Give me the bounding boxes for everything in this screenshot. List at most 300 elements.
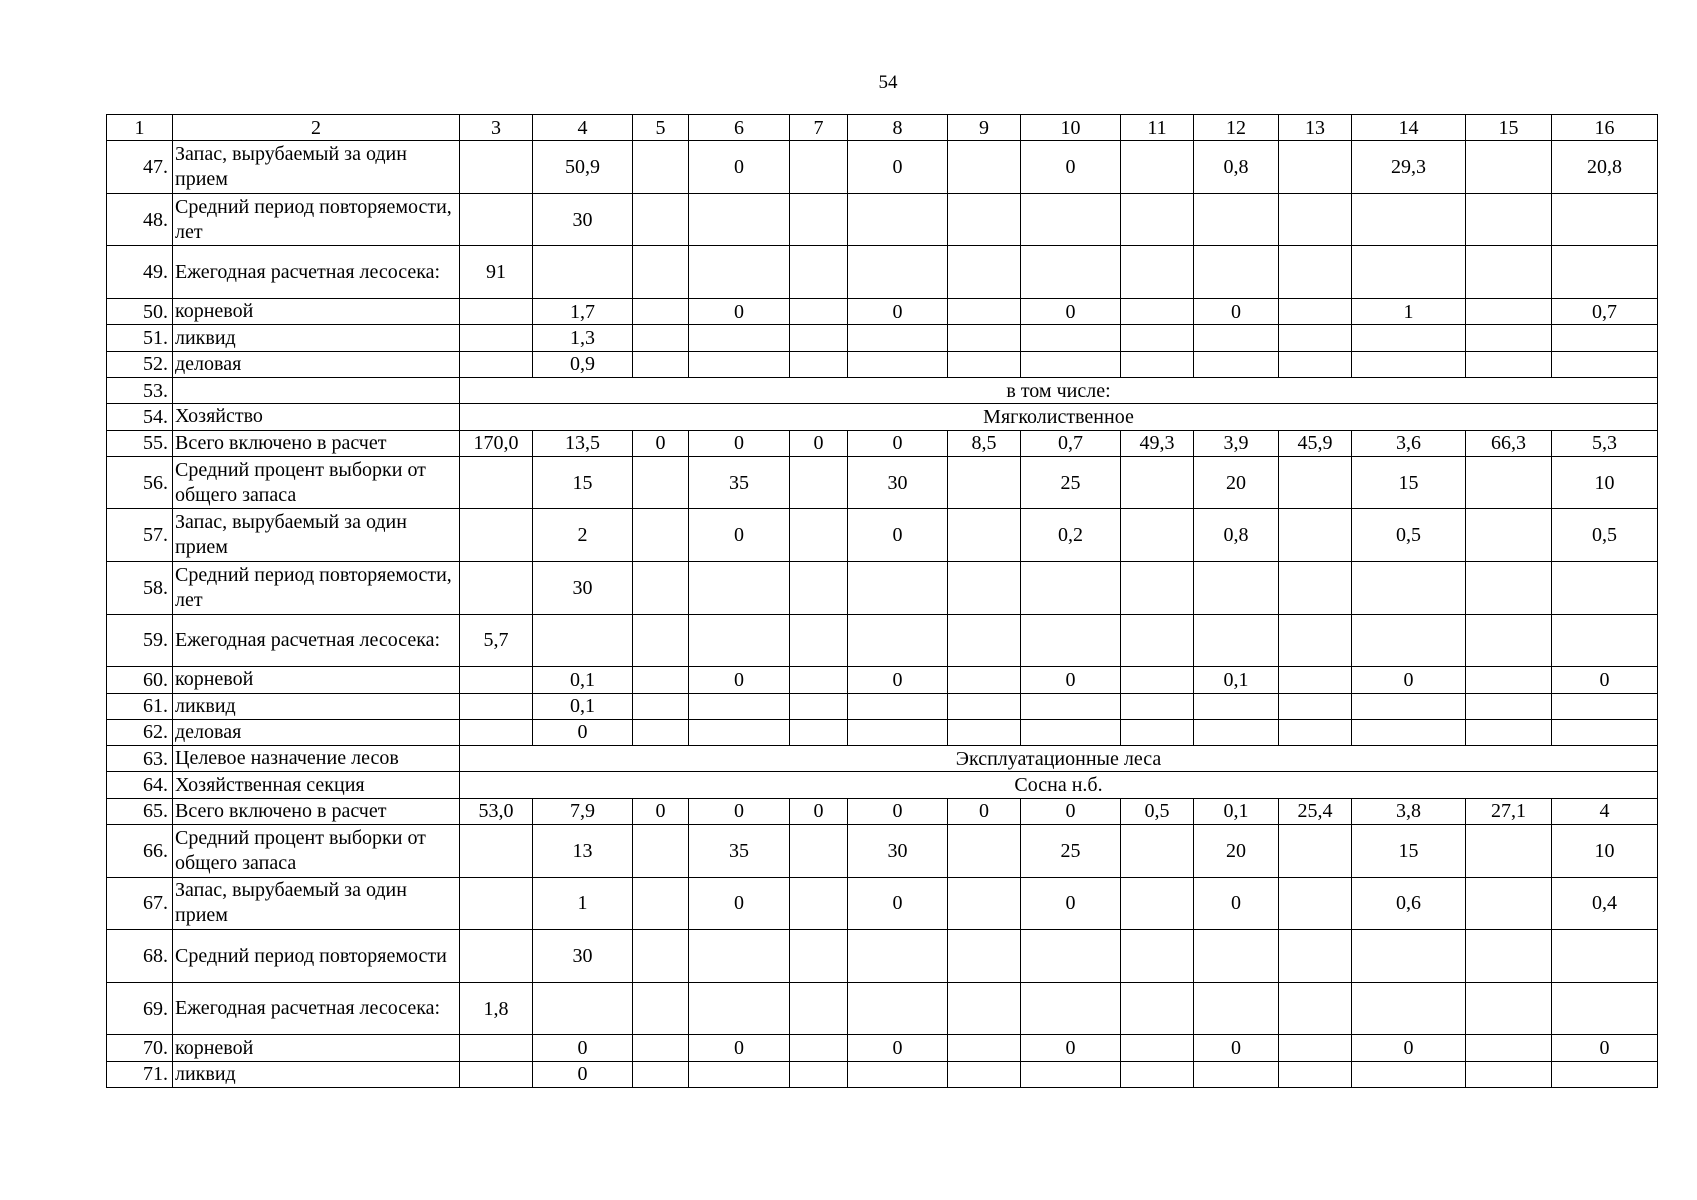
row-label: Всего включено в расчет bbox=[173, 798, 460, 824]
value-cell: 0 bbox=[1552, 1035, 1658, 1061]
value-cell bbox=[948, 351, 1021, 377]
value-cell bbox=[1279, 1061, 1352, 1087]
section-cell: Сосна н.б. bbox=[460, 772, 1658, 798]
value-cell: 0 bbox=[848, 877, 948, 930]
header-cell: 13 bbox=[1279, 115, 1352, 141]
row-label: Ежегодная расчетная лесосека: bbox=[173, 982, 460, 1035]
value-cell: 15 bbox=[1352, 456, 1466, 509]
header-cell: 15 bbox=[1466, 115, 1552, 141]
value-cell bbox=[948, 299, 1021, 325]
value-cell bbox=[533, 982, 633, 1035]
value-cell: 53,0 bbox=[460, 798, 533, 824]
row-label: Ежегодная расчетная лесосека: bbox=[173, 246, 460, 299]
value-cell: 0,5 bbox=[1552, 509, 1658, 562]
value-cell: 1,3 bbox=[533, 325, 633, 351]
header-cell: 8 bbox=[848, 115, 948, 141]
value-cell: 25,4 bbox=[1279, 798, 1352, 824]
value-cell: 25 bbox=[1021, 825, 1121, 878]
value-cell bbox=[1466, 693, 1552, 719]
row-label: Целевое назначение лесов bbox=[173, 746, 460, 772]
value-cell bbox=[1352, 351, 1466, 377]
value-cell bbox=[1279, 719, 1352, 745]
value-cell: 1 bbox=[1352, 299, 1466, 325]
row-label: Хозяйственная секция bbox=[173, 772, 460, 798]
value-cell bbox=[1194, 719, 1279, 745]
value-cell bbox=[948, 1035, 1021, 1061]
value-cell: 0,6 bbox=[1352, 877, 1466, 930]
value-cell bbox=[790, 1035, 848, 1061]
row-number: 64. bbox=[107, 772, 173, 798]
value-cell bbox=[1121, 562, 1194, 615]
value-cell bbox=[948, 982, 1021, 1035]
row-label: Средний период повторяемости bbox=[173, 930, 460, 983]
value-cell: 10 bbox=[1552, 825, 1658, 878]
value-cell bbox=[460, 1061, 533, 1087]
value-cell: 0,2 bbox=[1021, 509, 1121, 562]
value-cell bbox=[1021, 982, 1121, 1035]
value-cell bbox=[1466, 299, 1552, 325]
value-cell bbox=[790, 351, 848, 377]
row-number: 54. bbox=[107, 404, 173, 430]
value-cell bbox=[790, 509, 848, 562]
value-cell bbox=[1466, 351, 1552, 377]
value-cell bbox=[689, 351, 790, 377]
value-cell bbox=[948, 456, 1021, 509]
value-cell bbox=[460, 693, 533, 719]
value-cell bbox=[948, 719, 1021, 745]
value-cell: 0 bbox=[1352, 667, 1466, 693]
row-label: Средний процент выборки от общего запаса bbox=[173, 825, 460, 878]
value-cell bbox=[1466, 667, 1552, 693]
value-cell: 0 bbox=[533, 719, 633, 745]
value-cell: 0,1 bbox=[1194, 667, 1279, 693]
value-cell bbox=[460, 351, 533, 377]
value-cell: 0 bbox=[1021, 141, 1121, 194]
table-row bbox=[107, 456, 1658, 509]
value-cell bbox=[1466, 1061, 1552, 1087]
row-number: 60. bbox=[107, 667, 173, 693]
value-cell: 8,5 bbox=[948, 430, 1021, 456]
value-cell bbox=[1466, 930, 1552, 983]
value-cell bbox=[1121, 693, 1194, 719]
value-cell bbox=[460, 193, 533, 246]
value-cell bbox=[1194, 246, 1279, 299]
value-cell bbox=[1279, 141, 1352, 194]
value-cell bbox=[948, 667, 1021, 693]
value-cell bbox=[1352, 562, 1466, 615]
row-number: 56. bbox=[107, 456, 173, 509]
value-cell bbox=[1021, 562, 1121, 615]
row-number: 68. bbox=[107, 930, 173, 983]
value-cell bbox=[1021, 1061, 1121, 1087]
value-cell bbox=[1121, 1061, 1194, 1087]
table-row bbox=[107, 1061, 1658, 1087]
value-cell bbox=[1552, 614, 1658, 667]
value-cell: 3,9 bbox=[1194, 430, 1279, 456]
row-number: 62. bbox=[107, 719, 173, 745]
value-cell bbox=[689, 693, 790, 719]
value-cell bbox=[1279, 193, 1352, 246]
value-cell bbox=[1466, 193, 1552, 246]
value-cell bbox=[948, 877, 1021, 930]
value-cell bbox=[1279, 877, 1352, 930]
value-cell bbox=[1552, 325, 1658, 351]
value-cell bbox=[633, 719, 689, 745]
header-cell: 1 bbox=[107, 115, 173, 141]
table-row bbox=[107, 562, 1658, 615]
value-cell bbox=[1552, 246, 1658, 299]
row-label: ликвид bbox=[173, 693, 460, 719]
value-cell: 0 bbox=[848, 509, 948, 562]
value-cell: 27,1 bbox=[1466, 798, 1552, 824]
table-row bbox=[107, 377, 1658, 403]
value-cell bbox=[1194, 1061, 1279, 1087]
value-cell bbox=[1194, 325, 1279, 351]
value-cell: 0,1 bbox=[533, 667, 633, 693]
value-cell: 30 bbox=[533, 193, 633, 246]
value-cell: 0 bbox=[1194, 1035, 1279, 1061]
row-label: ликвид bbox=[173, 1061, 460, 1087]
value-cell: 0 bbox=[848, 667, 948, 693]
value-cell bbox=[1121, 351, 1194, 377]
value-cell: 0 bbox=[633, 430, 689, 456]
value-cell: 4 bbox=[1552, 798, 1658, 824]
value-cell: 0,1 bbox=[533, 693, 633, 719]
value-cell bbox=[1194, 982, 1279, 1035]
table-row bbox=[107, 930, 1658, 983]
value-cell bbox=[1279, 351, 1352, 377]
value-cell bbox=[848, 614, 948, 667]
value-cell: 0 bbox=[633, 798, 689, 824]
value-cell bbox=[1466, 614, 1552, 667]
value-cell bbox=[460, 667, 533, 693]
value-cell: 5,3 bbox=[1552, 430, 1658, 456]
value-cell: 0,1 bbox=[1194, 798, 1279, 824]
value-cell bbox=[633, 351, 689, 377]
value-cell: 0 bbox=[689, 798, 790, 824]
table-row bbox=[107, 325, 1658, 351]
data-table bbox=[106, 114, 1658, 1088]
value-cell bbox=[1121, 456, 1194, 509]
value-cell: 1,7 bbox=[533, 299, 633, 325]
row-label: Запас, вырубаемый за один прием bbox=[173, 141, 460, 194]
table-row bbox=[107, 246, 1658, 299]
value-cell: 0 bbox=[1021, 667, 1121, 693]
value-cell bbox=[1552, 930, 1658, 983]
row-label: Средний период повторяемости, лет bbox=[173, 193, 460, 246]
value-cell: 0 bbox=[848, 798, 948, 824]
header-cell: 11 bbox=[1121, 115, 1194, 141]
row-label: Запас, вырубаемый за один прием bbox=[173, 877, 460, 930]
value-cell bbox=[1279, 614, 1352, 667]
value-cell bbox=[460, 562, 533, 615]
value-cell: 0,5 bbox=[1352, 509, 1466, 562]
value-cell: 0 bbox=[689, 509, 790, 562]
value-cell bbox=[848, 193, 948, 246]
value-cell bbox=[790, 299, 848, 325]
row-label: Ежегодная расчетная лесосека: bbox=[173, 614, 460, 667]
value-cell bbox=[848, 930, 948, 983]
value-cell bbox=[460, 877, 533, 930]
value-cell: 0 bbox=[1021, 299, 1121, 325]
value-cell bbox=[1352, 1061, 1466, 1087]
value-cell: 0 bbox=[689, 430, 790, 456]
value-cell bbox=[1279, 982, 1352, 1035]
value-cell bbox=[1352, 719, 1466, 745]
value-cell bbox=[948, 693, 1021, 719]
value-cell bbox=[633, 193, 689, 246]
value-cell: 0 bbox=[1352, 1035, 1466, 1061]
value-cell bbox=[1194, 930, 1279, 983]
value-cell bbox=[1279, 246, 1352, 299]
value-cell bbox=[1552, 562, 1658, 615]
value-cell bbox=[848, 562, 948, 615]
value-cell: 91 bbox=[460, 246, 533, 299]
value-cell bbox=[790, 930, 848, 983]
row-label: Всего включено в расчет bbox=[173, 430, 460, 456]
value-cell bbox=[1279, 299, 1352, 325]
row-label: Средний процент выборки от общего запаса bbox=[173, 456, 460, 509]
value-cell bbox=[633, 299, 689, 325]
value-cell bbox=[1021, 930, 1121, 983]
value-cell: 35 bbox=[689, 456, 790, 509]
value-cell: 0 bbox=[1552, 667, 1658, 693]
table-row bbox=[107, 141, 1658, 194]
value-cell: 0 bbox=[848, 141, 948, 194]
section-cell: Мягколиственное bbox=[460, 404, 1658, 430]
value-cell bbox=[1121, 930, 1194, 983]
value-cell: 30 bbox=[533, 562, 633, 615]
header-cell: 16 bbox=[1552, 115, 1658, 141]
value-cell bbox=[1121, 325, 1194, 351]
value-cell bbox=[1466, 456, 1552, 509]
table-row bbox=[107, 509, 1658, 562]
value-cell bbox=[633, 562, 689, 615]
section-cell: в том числе: bbox=[460, 377, 1658, 403]
value-cell bbox=[1194, 614, 1279, 667]
value-cell bbox=[460, 719, 533, 745]
value-cell bbox=[1466, 141, 1552, 194]
value-cell bbox=[689, 325, 790, 351]
value-cell bbox=[848, 351, 948, 377]
value-cell bbox=[1552, 351, 1658, 377]
value-cell bbox=[848, 982, 948, 1035]
value-cell bbox=[633, 246, 689, 299]
value-cell bbox=[1466, 562, 1552, 615]
value-cell: 20 bbox=[1194, 456, 1279, 509]
value-cell bbox=[1021, 614, 1121, 667]
row-number: 52. bbox=[107, 351, 173, 377]
value-cell bbox=[1121, 667, 1194, 693]
value-cell: 0 bbox=[1194, 877, 1279, 930]
row-label: корневой bbox=[173, 299, 460, 325]
header-cell: 9 bbox=[948, 115, 1021, 141]
value-cell bbox=[1279, 325, 1352, 351]
value-cell: 0 bbox=[533, 1061, 633, 1087]
value-cell bbox=[460, 141, 533, 194]
row-number: 71. bbox=[107, 1061, 173, 1087]
value-cell: 3,6 bbox=[1352, 430, 1466, 456]
value-cell: 0,9 bbox=[533, 351, 633, 377]
value-cell bbox=[1121, 193, 1194, 246]
value-cell bbox=[633, 614, 689, 667]
value-cell: 0,7 bbox=[1552, 299, 1658, 325]
value-cell bbox=[1352, 325, 1466, 351]
row-number: 63. bbox=[107, 746, 173, 772]
value-cell: 66,3 bbox=[1466, 430, 1552, 456]
value-cell: 0 bbox=[1021, 1035, 1121, 1061]
row-number: 49. bbox=[107, 246, 173, 299]
section-cell: Эксплуатационные леса bbox=[460, 746, 1658, 772]
value-cell bbox=[1021, 719, 1121, 745]
row-label: корневой bbox=[173, 1035, 460, 1061]
value-cell: 0 bbox=[533, 1035, 633, 1061]
value-cell bbox=[1279, 456, 1352, 509]
page-number: 54 bbox=[878, 72, 898, 93]
value-cell: 0 bbox=[848, 299, 948, 325]
header-cell: 12 bbox=[1194, 115, 1279, 141]
value-cell bbox=[1121, 141, 1194, 194]
value-cell bbox=[633, 456, 689, 509]
value-cell bbox=[1552, 193, 1658, 246]
row-number: 57. bbox=[107, 509, 173, 562]
value-cell bbox=[948, 1061, 1021, 1087]
row-label: Хозяйство bbox=[173, 404, 460, 430]
row-number: 70. bbox=[107, 1035, 173, 1061]
value-cell bbox=[689, 562, 790, 615]
value-cell bbox=[1194, 351, 1279, 377]
value-cell bbox=[790, 246, 848, 299]
value-cell: 0,8 bbox=[1194, 141, 1279, 194]
row-number: 59. bbox=[107, 614, 173, 667]
value-cell bbox=[848, 1061, 948, 1087]
table-row bbox=[107, 719, 1658, 745]
value-cell bbox=[948, 509, 1021, 562]
value-cell bbox=[948, 825, 1021, 878]
row-number: 48. bbox=[107, 193, 173, 246]
table-row bbox=[107, 1035, 1658, 1061]
header-cell: 2 bbox=[173, 115, 460, 141]
value-cell: 30 bbox=[533, 930, 633, 983]
value-cell bbox=[848, 693, 948, 719]
value-cell: 1 bbox=[533, 877, 633, 930]
value-cell: 35 bbox=[689, 825, 790, 878]
value-cell: 0 bbox=[689, 299, 790, 325]
row-label: Запас, вырубаемый за один прием bbox=[173, 509, 460, 562]
value-cell bbox=[1121, 246, 1194, 299]
value-cell: 0 bbox=[689, 141, 790, 194]
table-row bbox=[107, 825, 1658, 878]
value-cell: 0,8 bbox=[1194, 509, 1279, 562]
value-cell bbox=[948, 193, 1021, 246]
value-cell bbox=[1466, 719, 1552, 745]
value-cell bbox=[633, 509, 689, 562]
value-cell: 0,4 bbox=[1552, 877, 1658, 930]
value-cell bbox=[1352, 930, 1466, 983]
value-cell: 0 bbox=[1021, 877, 1121, 930]
value-cell: 0 bbox=[790, 430, 848, 456]
value-cell bbox=[948, 562, 1021, 615]
value-cell bbox=[460, 1035, 533, 1061]
value-cell bbox=[533, 614, 633, 667]
value-cell bbox=[633, 667, 689, 693]
row-number: 50. bbox=[107, 299, 173, 325]
value-cell: 25 bbox=[1021, 456, 1121, 509]
row-number: 51. bbox=[107, 325, 173, 351]
value-cell bbox=[1466, 982, 1552, 1035]
value-cell bbox=[633, 1061, 689, 1087]
value-cell bbox=[790, 325, 848, 351]
value-cell bbox=[1352, 982, 1466, 1035]
header-cell: 7 bbox=[790, 115, 848, 141]
value-cell bbox=[1021, 693, 1121, 719]
value-cell bbox=[848, 246, 948, 299]
value-cell bbox=[633, 930, 689, 983]
value-cell bbox=[848, 325, 948, 351]
header-cell: 6 bbox=[689, 115, 790, 141]
table-row bbox=[107, 746, 1658, 772]
row-number: 65. bbox=[107, 798, 173, 824]
value-cell bbox=[689, 719, 790, 745]
value-cell bbox=[1466, 246, 1552, 299]
value-cell bbox=[1466, 825, 1552, 878]
value-cell: 30 bbox=[848, 825, 948, 878]
row-number: 58. bbox=[107, 562, 173, 615]
value-cell bbox=[460, 930, 533, 983]
value-cell bbox=[1352, 246, 1466, 299]
table-row bbox=[107, 982, 1658, 1035]
value-cell: 15 bbox=[1352, 825, 1466, 878]
value-cell bbox=[1021, 193, 1121, 246]
value-cell bbox=[790, 141, 848, 194]
value-cell bbox=[790, 456, 848, 509]
value-cell bbox=[1352, 614, 1466, 667]
value-cell: 0 bbox=[689, 877, 790, 930]
value-cell bbox=[689, 930, 790, 983]
row-number: 66. bbox=[107, 825, 173, 878]
value-cell: 49,3 bbox=[1121, 430, 1194, 456]
header-cell: 4 bbox=[533, 115, 633, 141]
value-cell: 0 bbox=[948, 798, 1021, 824]
value-cell bbox=[1552, 1061, 1658, 1087]
value-cell bbox=[790, 667, 848, 693]
row-number: 69. bbox=[107, 982, 173, 1035]
value-cell: 2 bbox=[533, 509, 633, 562]
table-row bbox=[107, 404, 1658, 430]
value-cell: 0 bbox=[689, 667, 790, 693]
row-number: 47. bbox=[107, 141, 173, 194]
value-cell bbox=[460, 299, 533, 325]
value-cell bbox=[1021, 325, 1121, 351]
value-cell: 20,8 bbox=[1552, 141, 1658, 194]
value-cell bbox=[633, 693, 689, 719]
value-cell: 0 bbox=[1021, 798, 1121, 824]
value-cell bbox=[1121, 982, 1194, 1035]
table-row bbox=[107, 667, 1658, 693]
value-cell bbox=[689, 246, 790, 299]
value-cell bbox=[689, 982, 790, 1035]
value-cell bbox=[1279, 562, 1352, 615]
value-cell: 0 bbox=[790, 798, 848, 824]
value-cell bbox=[848, 719, 948, 745]
value-cell bbox=[1466, 1035, 1552, 1061]
value-cell bbox=[790, 693, 848, 719]
table-row bbox=[107, 299, 1658, 325]
table-row bbox=[107, 798, 1658, 824]
table-row bbox=[107, 193, 1658, 246]
row-number: 61. bbox=[107, 693, 173, 719]
value-cell bbox=[1466, 877, 1552, 930]
